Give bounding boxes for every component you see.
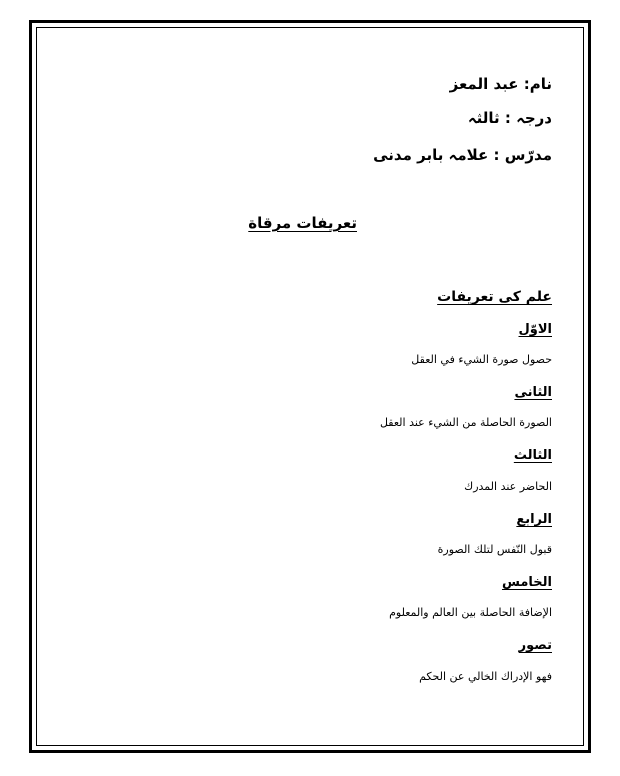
entry-heading: الرابع [516,512,552,527]
section-heading: علم کی تعریفات [437,289,552,305]
teacher-line: مدرّس : علامہ بابر مدنی [373,146,552,164]
entry-heading: تصور [518,638,552,653]
entry-text: فهو الإدراك الخالي عن الحكم [419,670,552,683]
entry-heading: الاوّل [518,322,552,337]
entry-text: حصول صورة الشيء في العقل [411,353,552,366]
page-border-inner [36,27,584,746]
entry-text: الحاضر عند المدرك [464,480,552,493]
student-name-line: نام: عبد المعز [449,75,552,93]
entry-text: قبول النّفس لتلك الصورة [437,543,552,556]
document-title: تعریفات مرقاة [248,214,357,232]
grade-line: درجہ : ثالثہ [467,109,552,127]
entry-text: الإضافة الحاصلة بين العالم والمعلوم [389,606,552,619]
entry-text: الصورة الحاصلة من الشيء عند العقل [379,416,552,429]
entry-heading: الثالث [513,448,552,463]
entry-heading: الخامس [501,575,552,590]
entry-heading: الثانی [514,385,552,400]
